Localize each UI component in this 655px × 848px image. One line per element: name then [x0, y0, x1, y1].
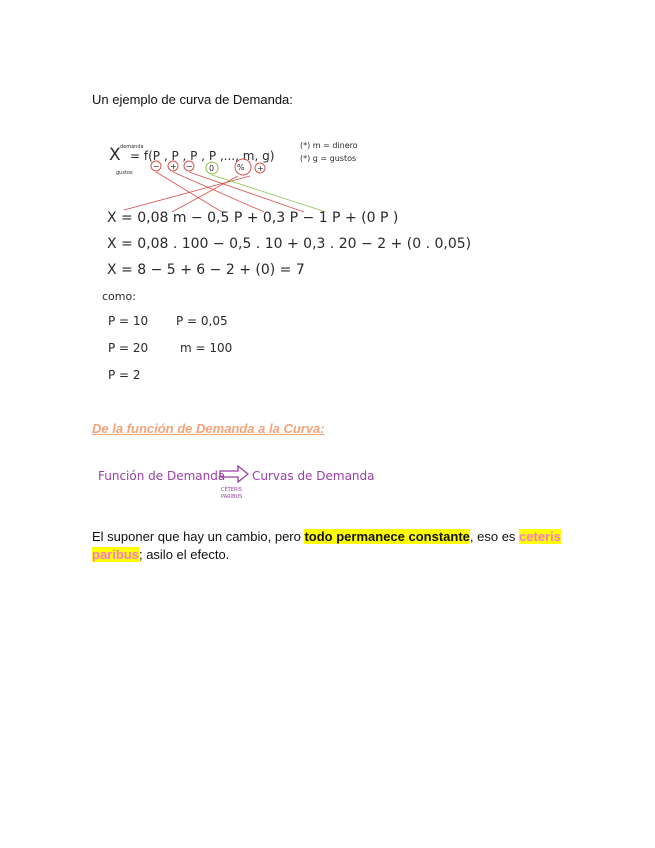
- demand-superscript-label: demanda: [120, 144, 144, 150]
- explanation-paragraph: [92, 528, 562, 564]
- mapping-arrows: [124, 172, 326, 212]
- ceteris-note-2: PARIBUS: [221, 494, 243, 500]
- value-prch: P = 0,05: [176, 314, 228, 328]
- para-part-1: El suponer que hay un cambio, pero: [92, 529, 305, 544]
- sign-minus-2: −: [186, 162, 193, 171]
- para-part-3: ; asilo el efecto.: [138, 547, 230, 562]
- sign-plus-2: +: [257, 164, 264, 173]
- section-title: De la función de Demanda a la Curva:: [92, 421, 325, 436]
- function-rhs: = f(P , P , P , P ,..., m, g): [130, 149, 275, 163]
- function-to-curve-diagram: [92, 458, 392, 508]
- sign-minus-1: −: [153, 162, 160, 171]
- function-lhs: X: [109, 145, 121, 165]
- highlight-constant: todo permanece constante: [304, 529, 470, 544]
- flow-left-label: Función de Demanda: [98, 469, 226, 483]
- equation-2: X = 0,08 . 100 − 0,5 . 10 + 0,3 . 20 − 2 + (0 . 0,05): [107, 236, 472, 252]
- sign-markers: [151, 159, 265, 175]
- value-pw: P = 20: [108, 341, 149, 355]
- highlight-ceteris-paribus: ceteris paribus: [92, 529, 561, 562]
- sign-plus: +: [170, 162, 177, 171]
- value-m: m = 100: [180, 341, 233, 355]
- flow-right-label: Curvas de Demanda: [252, 469, 375, 483]
- como-label: como:: [102, 290, 136, 303]
- sign-percent: %: [237, 163, 245, 172]
- equation-3: X = 8 − 5 + 6 − 2 + (0) = 7: [107, 262, 305, 278]
- ceteris-note-1: CETERIS: [221, 487, 242, 493]
- value-pg: P = 10: [108, 314, 149, 328]
- legend-m: (*) m = dinero: [300, 141, 358, 150]
- legend-g: (*) g = gustos: [300, 154, 357, 163]
- equation-1: X = 0,08 m − 0,5 P + 0,3 P − 1 P + (0 P ): [107, 210, 399, 226]
- gustos-sub-label: gustos: [116, 170, 133, 176]
- value-pt: P = 2: [108, 368, 141, 382]
- para-part-2: , eso es: [469, 529, 520, 544]
- sign-zero: 0: [209, 164, 215, 173]
- intro-text: Un ejemplo de curva de Demanda:: [92, 92, 293, 107]
